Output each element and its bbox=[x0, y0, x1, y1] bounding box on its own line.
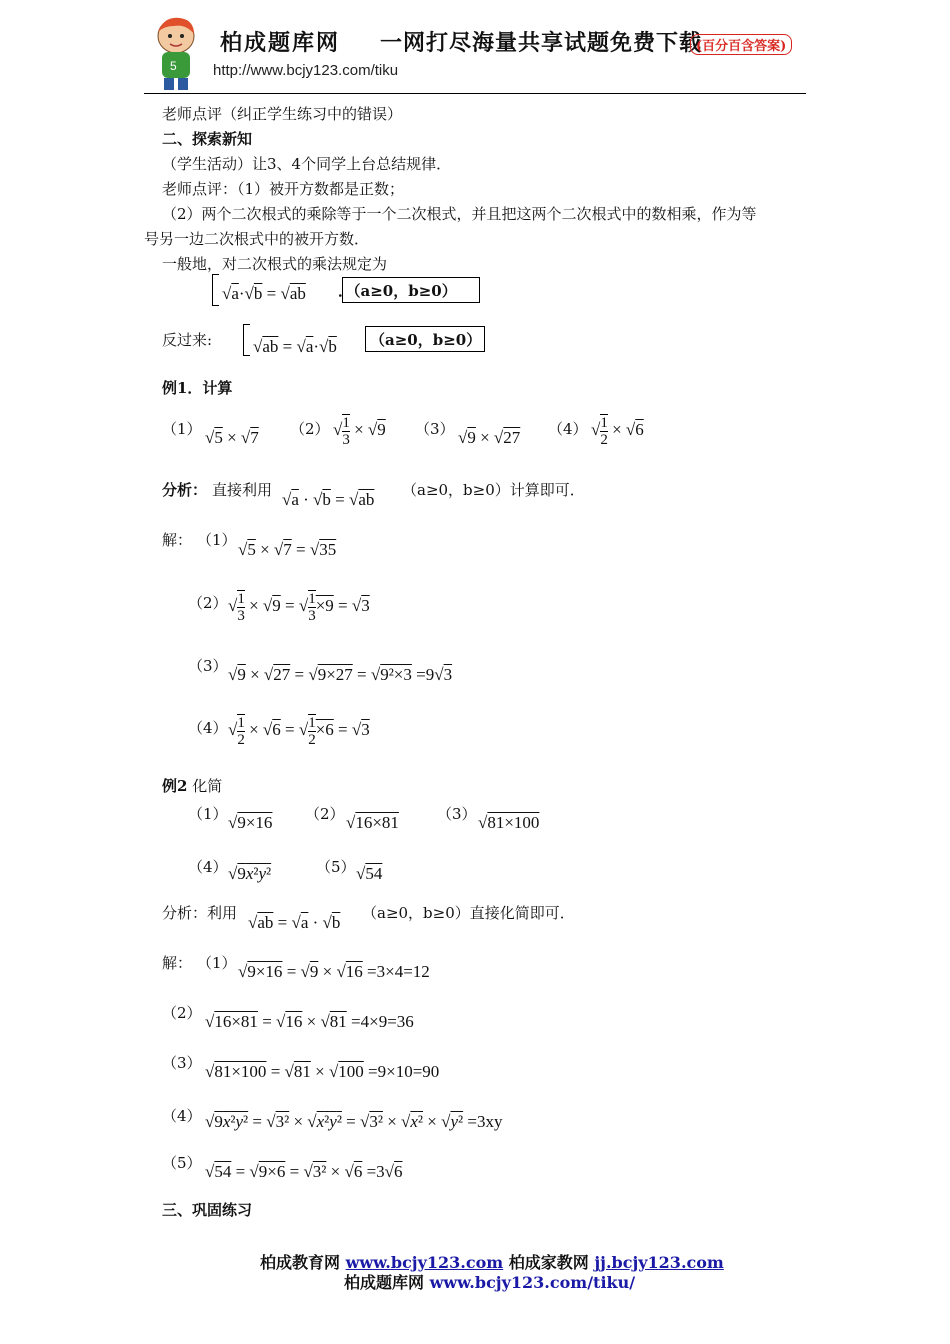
ex2-solution-4: √9x²y² = √3² × √x²y² = √3² × √x² × √y² =3xy bbox=[205, 1112, 503, 1131]
site-name: 柏成题库网 bbox=[220, 30, 341, 56]
item-number: （1） bbox=[197, 531, 237, 549]
footer-line-2 bbox=[344, 1270, 635, 1293]
ex2-problem-2: √16×81 bbox=[346, 813, 399, 832]
ex1-problem-3: √9 × √27 bbox=[458, 428, 521, 447]
footer-label: 柏成教育网 bbox=[260, 1253, 341, 1272]
ex1-solution-3: √9 × √27 = √9×27 = √9²×3 =9√3 bbox=[228, 665, 453, 684]
reverse-formula: √ab = √a·√b bbox=[253, 337, 337, 356]
item-number: （1） bbox=[197, 954, 237, 972]
item-number: （2） bbox=[305, 805, 345, 823]
result-text: =9 bbox=[416, 665, 435, 684]
example-1-heading: 例1．计算 bbox=[162, 379, 233, 397]
ex2-solution-5: √54 = √9×6 = √3² × √6 =3√6 bbox=[205, 1162, 403, 1181]
ex1-solution-4: √ $\frac{1}{2}$ × √6 = √ $\frac{1}{2}$ ×6 = √3 bbox=[228, 715, 370, 748]
analysis-2-formula: √ab = √a · √b bbox=[248, 913, 341, 932]
footer-label: 柏成家教网 bbox=[508, 1253, 589, 1272]
footer-link-tiku[interactable]: www.bcjy123.com/tiku/ bbox=[429, 1273, 636, 1292]
analysis-1-text-a: 直接利用 bbox=[212, 481, 273, 499]
svg-text:5: 5 bbox=[170, 59, 177, 73]
example-2-heading bbox=[162, 776, 222, 796]
analysis-2-text-b: （a≥0，b≥0）直接化简即可． bbox=[362, 904, 575, 922]
reverse-label: 反过来: bbox=[162, 331, 213, 349]
ex2-solution-3: √81×100 = √81 × √100 =9×10=90 bbox=[205, 1062, 440, 1081]
general-rule-intro: 一般地，对二次根式的乘法规定为 bbox=[162, 255, 388, 273]
item-number: （3） bbox=[415, 420, 455, 438]
teacher-comment: 老师点评（纠正学生练习中的错误） bbox=[162, 105, 403, 123]
footer-link-main[interactable]: www.bcjy123.com bbox=[345, 1253, 504, 1272]
ex1-problem-2: √ $\frac{1}{3}$ × √9 bbox=[333, 415, 386, 448]
footer-label: 柏成题库网 bbox=[344, 1273, 425, 1292]
answer-tag: (百分百含答案) bbox=[690, 34, 792, 55]
item-number: （4） bbox=[548, 420, 588, 438]
rule-formula: √a·√b = √ab bbox=[222, 284, 306, 303]
ex2-problem-3: √81×100 bbox=[478, 813, 540, 832]
header-divider bbox=[144, 93, 806, 94]
solution-label: 解： bbox=[162, 531, 193, 549]
solution-label: 解： bbox=[162, 954, 193, 972]
item-number: （5） bbox=[162, 1154, 202, 1172]
item-number: （4） bbox=[188, 719, 228, 737]
ex2-solution-2: √16×81 = √16 × √81 =4×9=36 bbox=[205, 1012, 414, 1031]
condition-2: （a≥0，b≥0） bbox=[370, 331, 482, 349]
item-number: （2） bbox=[162, 1004, 202, 1022]
teacher-comment-2b: 号另一边二次根式中的被开方数． bbox=[144, 230, 370, 248]
condition-1: ．（a≥0，b≥0） bbox=[338, 282, 457, 300]
header-url[interactable]: http://www.bcjy123.com/tiku bbox=[213, 62, 399, 79]
item-number: （5） bbox=[316, 858, 356, 876]
analysis-2-text-a: 分析：利用 bbox=[162, 904, 238, 922]
teacher-comment-1: 老师点评：（1）被开方数都是正数； bbox=[162, 180, 405, 198]
result-text: =3 bbox=[366, 1162, 385, 1181]
result-text: =9×10=90 bbox=[368, 1062, 440, 1081]
ex2-solution-1: √9×16 = √9 × √16 =3×4=12 bbox=[238, 962, 430, 981]
section-heading-2: 二、探索新知 bbox=[162, 130, 253, 148]
item-number: （2） bbox=[290, 420, 330, 438]
result-text: =3xy bbox=[467, 1112, 503, 1131]
ex2-problem-4: √9x²y² bbox=[228, 864, 272, 883]
example-2-label: 例2 bbox=[162, 777, 188, 795]
item-number: （2） bbox=[188, 594, 228, 612]
analysis-1-formula: √a · √b = √ab bbox=[282, 490, 375, 509]
item-number: （3） bbox=[162, 1054, 202, 1072]
ex2-problem-1: √9×16 bbox=[228, 813, 273, 832]
ex1-solution-1: √5 × √7 = √35 bbox=[238, 540, 337, 559]
analysis-1-label: 分析： bbox=[162, 481, 208, 499]
slogan: 一网打尽海量共享试题免费下载 bbox=[380, 30, 703, 56]
item-number: （1） bbox=[162, 420, 202, 438]
item-number: （3） bbox=[188, 657, 228, 675]
item-number: （3） bbox=[437, 805, 477, 823]
mascot-logo bbox=[146, 12, 208, 92]
result-text: =3×4=12 bbox=[367, 962, 430, 981]
item-number: （1） bbox=[188, 805, 228, 823]
formula-bracket bbox=[212, 274, 219, 306]
formula-bracket bbox=[243, 324, 250, 356]
item-number: （4） bbox=[162, 1107, 202, 1125]
ex1-problem-4: √ $\frac{1}{2}$ × √6 bbox=[591, 415, 644, 448]
section-heading-3: 三、巩固练习 bbox=[162, 1201, 253, 1219]
result-text: =4×9=36 bbox=[351, 1012, 414, 1031]
example-2-text: 化简 bbox=[192, 777, 223, 795]
analysis-1-text-b: （a≥0，b≥0）计算即可． bbox=[402, 481, 585, 499]
student-activity: （学生活动）让3、4个同学上台总结规律． bbox=[162, 155, 452, 173]
ex2-problem-5: √54 bbox=[356, 864, 383, 883]
ex1-solution-2: √ $\frac{1}{3}$ × √9 = √ $\frac{1}{3}$ ×9 = √3 bbox=[228, 591, 370, 624]
footer-link-tutor[interactable]: jj.bcjy123.com bbox=[594, 1253, 724, 1272]
ex1-problem-1: √5 × √7 bbox=[205, 428, 259, 447]
teacher-comment-2a: （2）两个二次根式的乘除等于一个二次根式，并且把这两个二次根式中的数相乘，作为等 bbox=[162, 205, 757, 223]
item-number: （4） bbox=[188, 858, 228, 876]
